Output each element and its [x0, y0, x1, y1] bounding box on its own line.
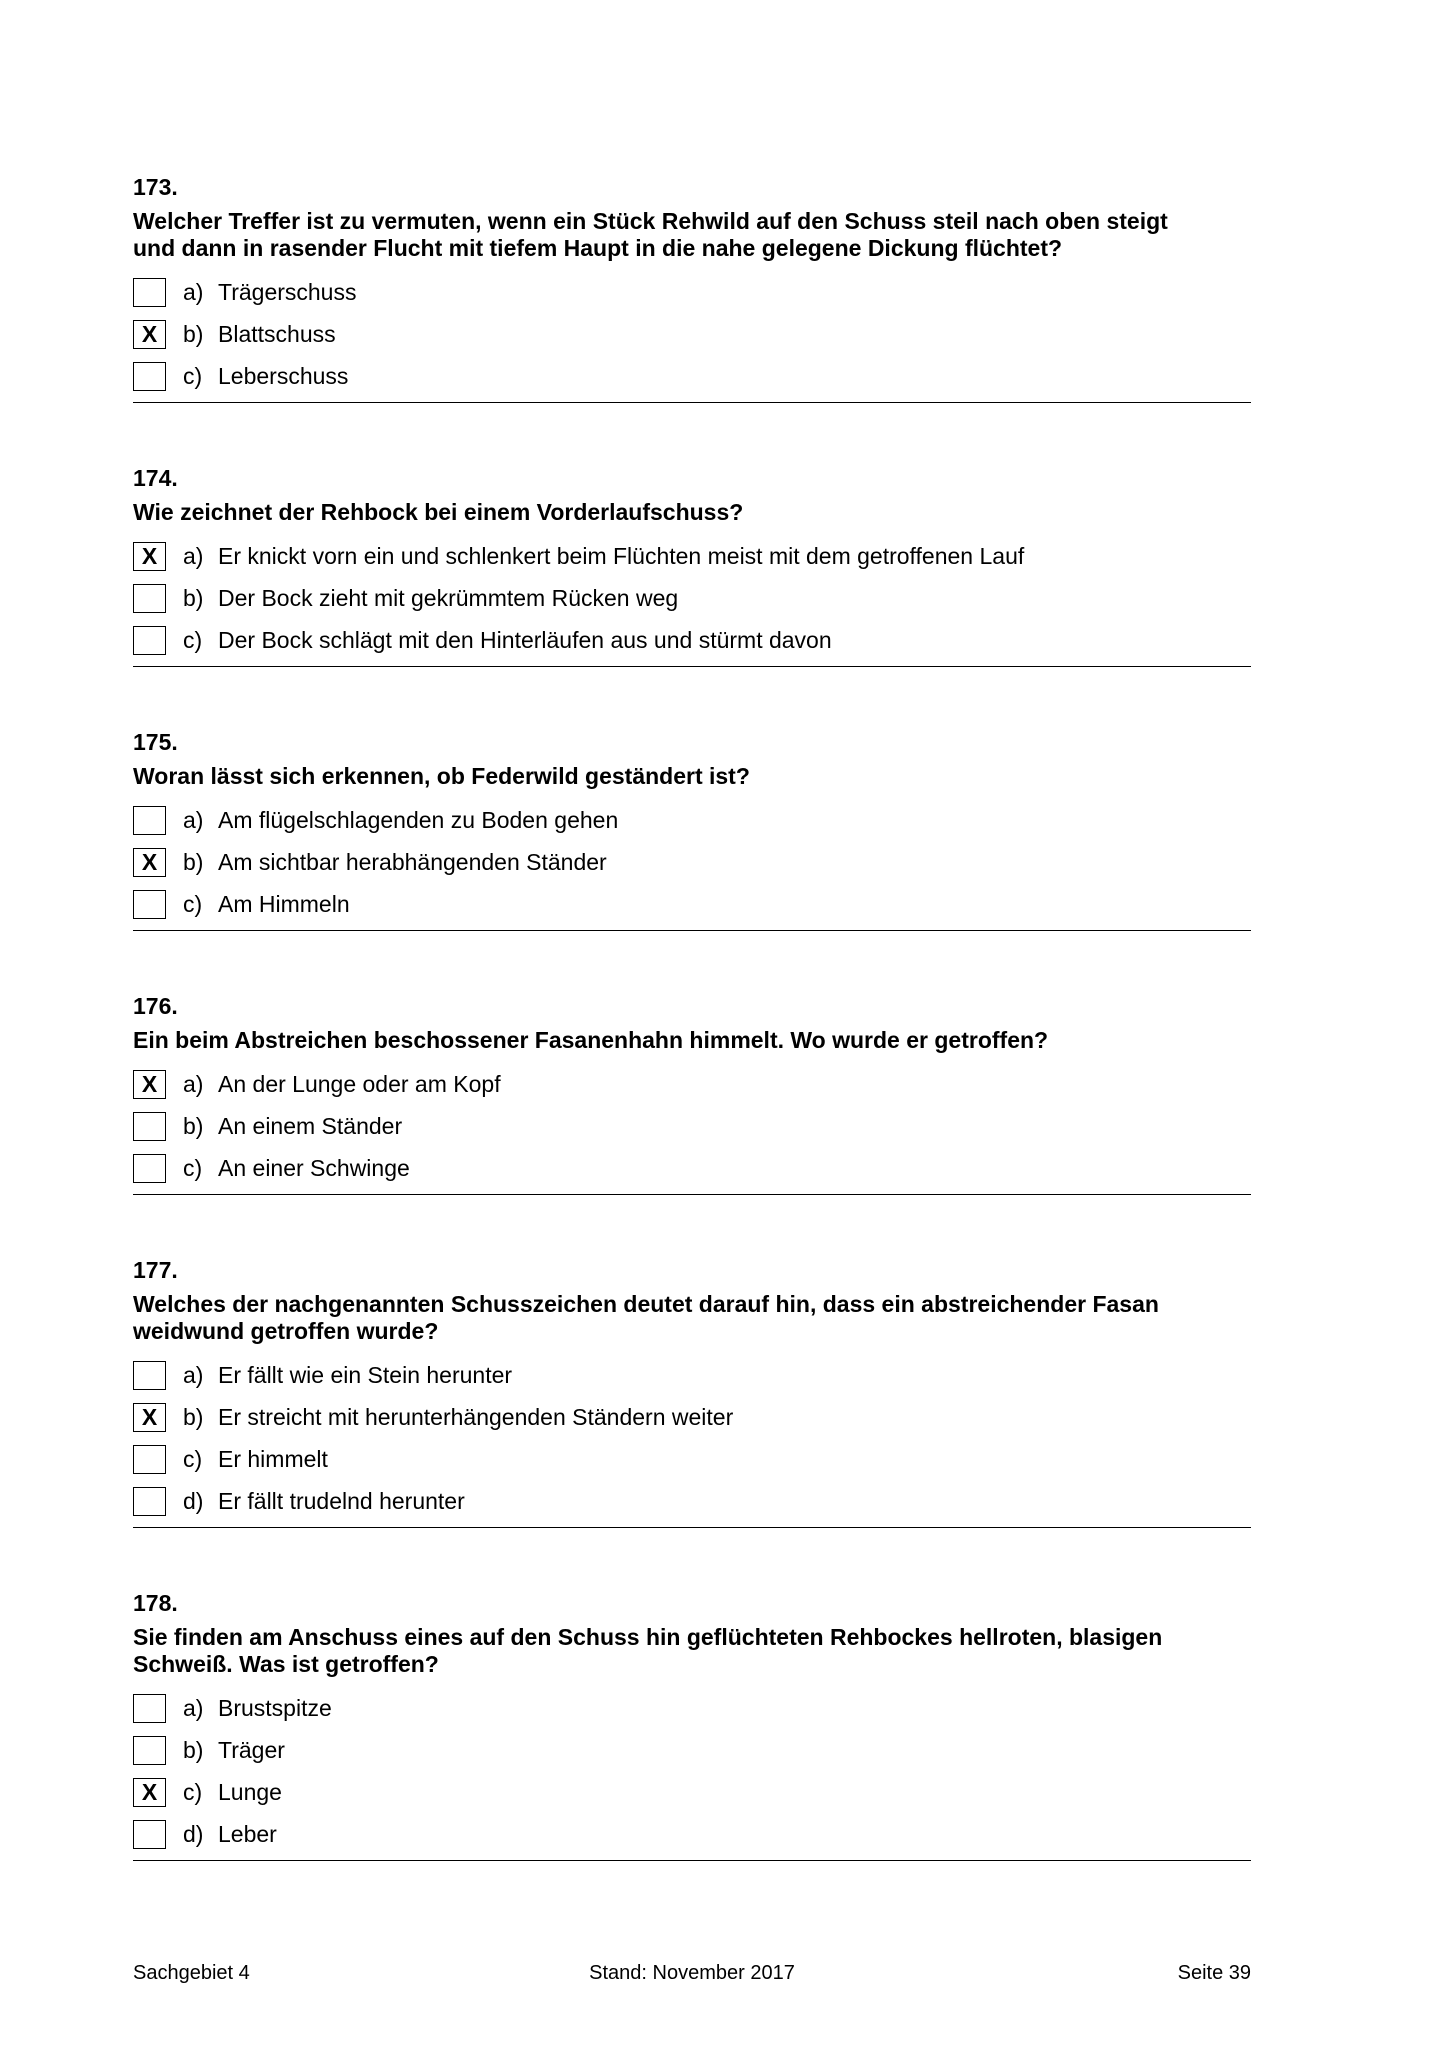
- answer-option[interactable]: [133, 271, 1251, 313]
- question-block: [133, 173, 1251, 403]
- answer-text: Blattschuss: [218, 320, 336, 347]
- answer-text: An einem Ständer: [218, 1112, 403, 1139]
- answer-option[interactable]: [133, 313, 1251, 355]
- question-text: Welcher Treffer ist zu vermuten, wenn ein Stück Rehwild auf den Schuss steil nach oben steigt und dann in rasender Flucht mit tiefem Haupt in die nahe gelegene Dickung flüchtet?: [133, 208, 1168, 261]
- question-block: [133, 464, 1251, 667]
- answer-letter: a): [183, 806, 204, 833]
- question-divider: [133, 1527, 1251, 1528]
- answer-letter: a): [183, 542, 204, 569]
- answer-letter: b): [183, 320, 204, 347]
- answer-text: Brustspitze: [218, 1694, 332, 1721]
- answer-letter: c): [183, 1778, 203, 1805]
- answer-letter: c): [183, 626, 203, 653]
- answer-text: An einer Schwinge: [218, 1154, 410, 1181]
- answer-option[interactable]: [133, 355, 1251, 397]
- question-text: Welches der nachgenannten Schusszeichen deutet darauf hin, dass ein abstreichender Fasan weidwund getroffen wurde?: [133, 1291, 1159, 1344]
- answer-letter: a): [183, 278, 204, 305]
- answer-checkbox[interactable]: [133, 584, 166, 613]
- answer-checkbox[interactable]: X: [133, 1403, 166, 1432]
- answer-letter: a): [183, 1361, 204, 1388]
- answer-checkbox[interactable]: [133, 1154, 166, 1183]
- answer-checkbox[interactable]: [133, 1820, 166, 1849]
- answer-text: Er himmelt: [218, 1445, 328, 1472]
- question-block: [133, 1589, 1251, 1861]
- question-number: 175.: [133, 729, 178, 755]
- question-divider: [133, 930, 1251, 931]
- answer-option[interactable]: [133, 1771, 1251, 1813]
- question-text: Sie finden am Anschuss eines auf den Schuss hin geflüchteten Rehbockes hellroten, blasigen Schweiß. Was ist getroffen?: [133, 1624, 1163, 1677]
- answer-checkbox[interactable]: [133, 806, 166, 835]
- answer-option[interactable]: [133, 1813, 1251, 1855]
- answer-checkbox[interactable]: X: [133, 1778, 166, 1807]
- answer-text: Der Bock schlägt mit den Hinterläufen aus und stürmt davon: [218, 626, 832, 653]
- answer-text: Der Bock zieht mit gekrümmtem Rücken weg: [218, 584, 679, 611]
- question-divider: [133, 1194, 1251, 1195]
- question-text: Woran lässt sich erkennen, ob Federwild geständert ist?: [133, 763, 750, 789]
- answer-option[interactable]: [133, 883, 1251, 925]
- answer-text: Er fällt trudelnd herunter: [218, 1487, 465, 1514]
- footer-section: Sachgebiet 4: [133, 1962, 250, 1984]
- footer-page-number: Seite 39: [1177, 1962, 1251, 1984]
- answer-letter: c): [183, 890, 203, 917]
- answer-letter: a): [183, 1070, 204, 1097]
- answer-option[interactable]: [133, 799, 1251, 841]
- answer-option[interactable]: [133, 1480, 1251, 1522]
- answer-option[interactable]: [133, 1105, 1251, 1147]
- question-divider: [133, 666, 1251, 667]
- answer-text: Am flügelschlagenden zu Boden gehen: [218, 806, 619, 833]
- answer-option[interactable]: [133, 1729, 1251, 1771]
- answer-checkbox[interactable]: X: [133, 1070, 166, 1099]
- answer-checkbox[interactable]: X: [133, 542, 166, 571]
- answer-option[interactable]: [133, 577, 1251, 619]
- answer-option[interactable]: [133, 619, 1251, 661]
- answer-text: Trägerschuss: [218, 278, 357, 305]
- answer-letter: c): [183, 1154, 203, 1181]
- answer-option[interactable]: [133, 1396, 1251, 1438]
- answer-letter: b): [183, 1112, 204, 1139]
- answer-option[interactable]: [133, 1063, 1251, 1105]
- answer-text: Am Himmeln: [218, 890, 350, 917]
- question-list: [133, 173, 1251, 1861]
- answer-text: Am sichtbar herabhängenden Ständer: [218, 848, 607, 875]
- question-number: 177.: [133, 1257, 178, 1283]
- footer-date: Stand: November 2017: [589, 1962, 795, 1984]
- answer-text: Er fällt wie ein Stein herunter: [218, 1361, 513, 1388]
- question-number: 176.: [133, 993, 178, 1019]
- answer-checkbox[interactable]: X: [133, 320, 166, 349]
- answer-checkbox[interactable]: X: [133, 848, 166, 877]
- question-number: 173.: [133, 174, 178, 200]
- answer-text: An der Lunge oder am Kopf: [218, 1070, 501, 1097]
- answer-option[interactable]: [133, 1147, 1251, 1189]
- answer-letter: d): [183, 1820, 204, 1847]
- answer-letter: a): [183, 1694, 204, 1721]
- answer-checkbox[interactable]: [133, 1361, 166, 1390]
- answer-checkbox[interactable]: [133, 626, 166, 655]
- answer-text: Lunge: [218, 1778, 282, 1805]
- answer-option[interactable]: [133, 1354, 1251, 1396]
- answer-checkbox[interactable]: [133, 1487, 166, 1516]
- answer-option[interactable]: [133, 1438, 1251, 1480]
- answer-checkbox[interactable]: [133, 362, 166, 391]
- question-block: [133, 728, 1251, 931]
- answer-checkbox[interactable]: [133, 1445, 166, 1474]
- answer-text: Er streicht mit herunterhängenden Ständern weiter: [218, 1403, 734, 1430]
- answer-text: Träger: [218, 1736, 285, 1763]
- question-block: [133, 992, 1251, 1195]
- answer-checkbox[interactable]: [133, 1736, 166, 1765]
- answer-letter: b): [183, 848, 204, 875]
- answer-text: Leberschuss: [218, 362, 349, 389]
- answer-text: Er knickt vorn ein und schlenkert beim Flüchten meist mit dem getroffenen Lauf: [218, 542, 1025, 569]
- answer-checkbox[interactable]: [133, 278, 166, 307]
- question-text: Wie zeichnet der Rehbock bei einem Vorderlaufschuss?: [133, 499, 744, 525]
- answer-checkbox[interactable]: [133, 1694, 166, 1723]
- answer-letter: c): [183, 1445, 203, 1472]
- answer-letter: b): [183, 1403, 204, 1430]
- answer-letter: d): [183, 1487, 204, 1514]
- answer-option[interactable]: [133, 841, 1251, 883]
- answer-letter: c): [183, 362, 203, 389]
- page-footer: [133, 1962, 1251, 1990]
- question-number: 178.: [133, 1590, 178, 1616]
- answer-checkbox[interactable]: [133, 890, 166, 919]
- question-block: [133, 1256, 1251, 1528]
- question-divider: [133, 402, 1251, 403]
- question-text: Ein beim Abstreichen beschossener Fasanenhahn himmelt. Wo wurde er getroffen?: [133, 1027, 1049, 1053]
- question-number: 174.: [133, 465, 178, 491]
- answer-letter: b): [183, 1736, 204, 1763]
- answer-option[interactable]: [133, 535, 1251, 577]
- answer-letter: b): [183, 584, 204, 611]
- answer-checkbox[interactable]: [133, 1112, 166, 1141]
- answer-text: Leber: [218, 1820, 277, 1847]
- answer-option[interactable]: [133, 1687, 1251, 1729]
- question-divider: [133, 1860, 1251, 1861]
